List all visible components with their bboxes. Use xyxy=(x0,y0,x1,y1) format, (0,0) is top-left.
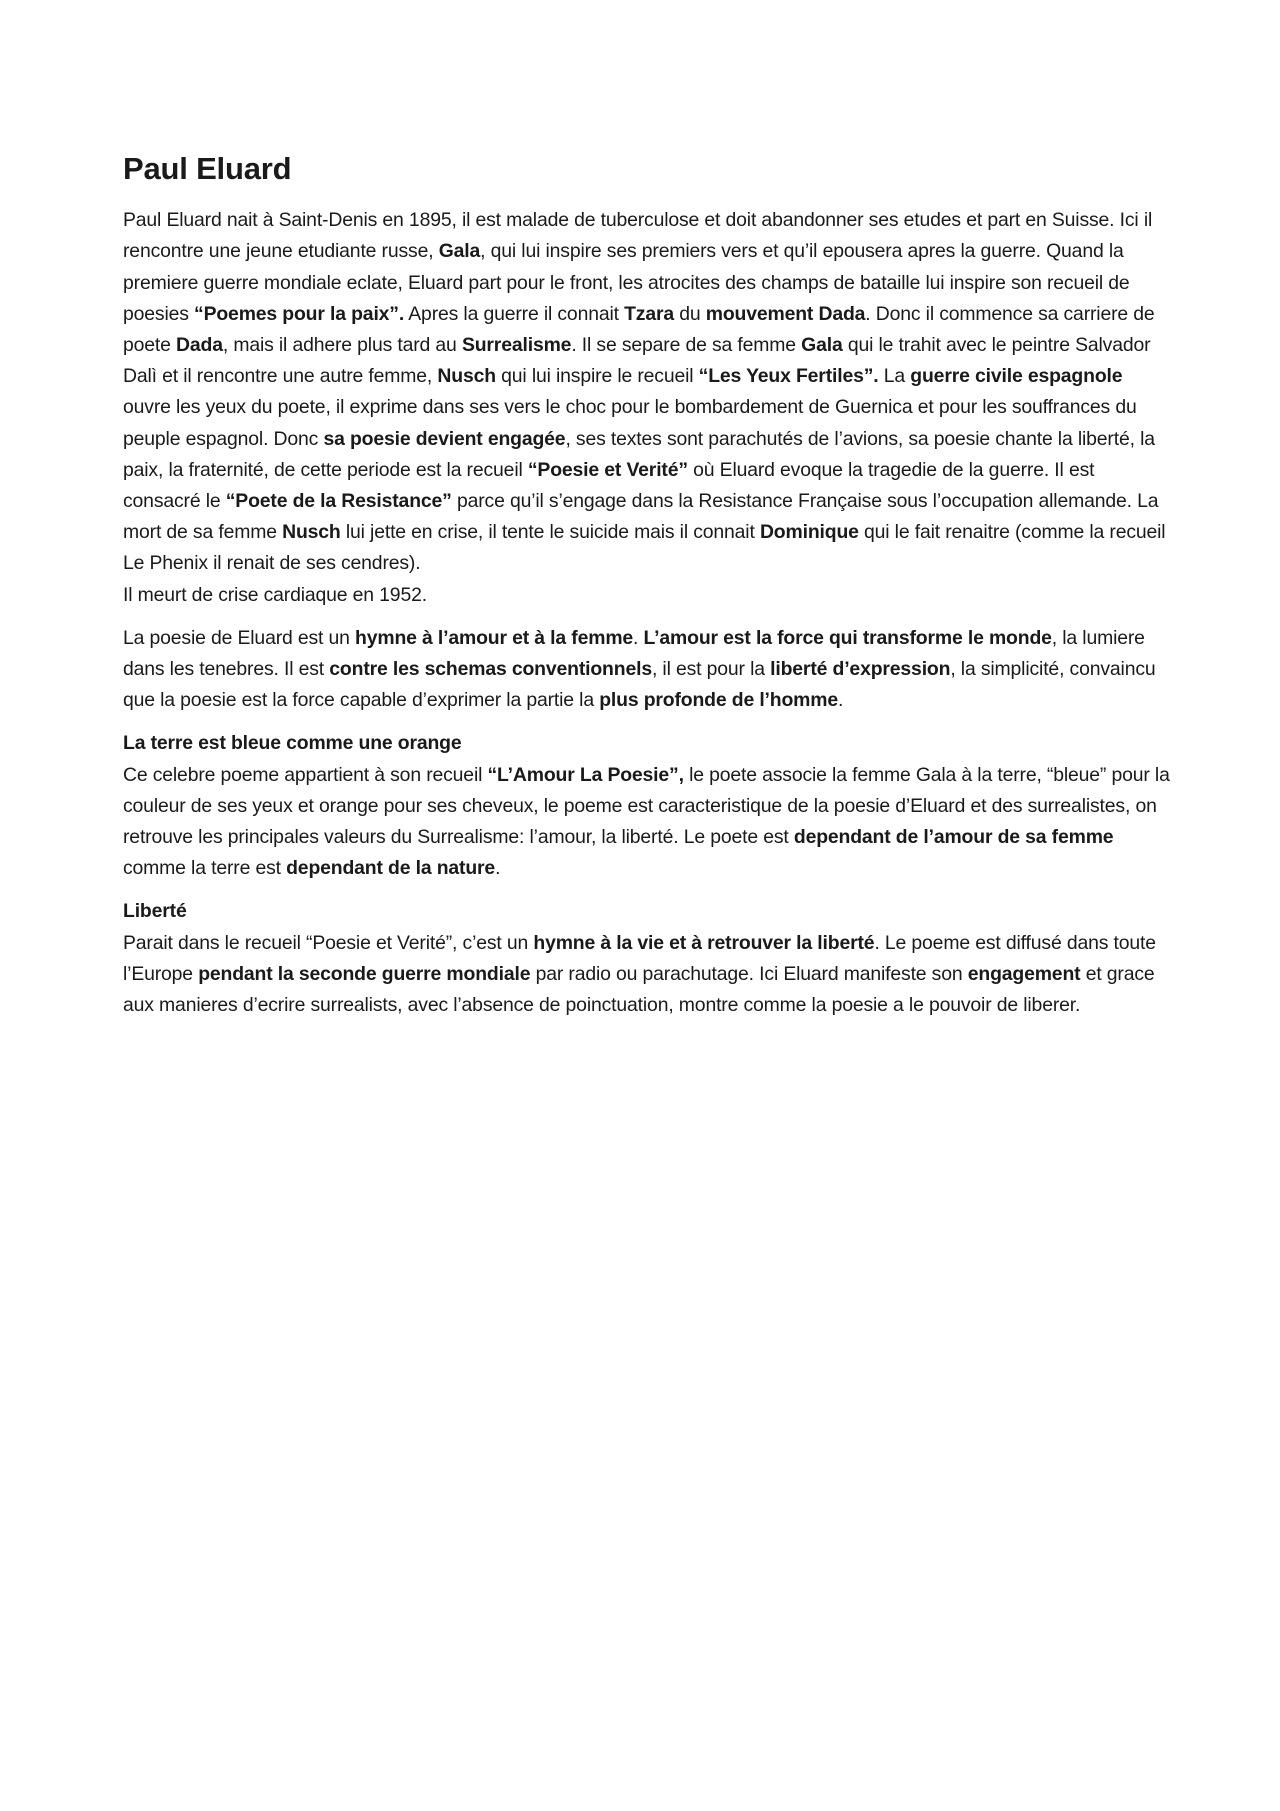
bold-text: Dada xyxy=(176,334,223,356)
text-run: . xyxy=(838,689,844,712)
text-run: Il meurt de crise cardiaque en 1952. xyxy=(123,583,427,606)
bold-text: hymne à la vie et à retrouver la liberté xyxy=(533,931,875,954)
bold-text: hymne à l’amour et à la femme xyxy=(355,626,634,649)
bold-text: “Poesie et Verité” xyxy=(527,458,688,481)
bold-text: Nusch xyxy=(282,521,341,544)
text-run: du xyxy=(674,302,706,325)
document-title: Paul Eluard xyxy=(123,151,292,186)
section-title: Liberté xyxy=(123,900,187,923)
text-run: comme la terre est xyxy=(123,857,287,880)
bold-text: L’amour est la force qui transforme le monde xyxy=(643,626,1052,649)
text-run: , qui lui inspire ses premiers vers et qu’il epousera apres la guerre. Quand la premiere guerre mondiale eclate, Eluard part pour le front, les atrocites des champs de bataille lui inspire son recueil de poesies xyxy=(123,240,1130,325)
paragraph xyxy=(123,205,1173,611)
bold-text: dependant de la nature xyxy=(286,857,496,880)
bold-text: mouvement Dada xyxy=(705,302,866,325)
text-run: . Le poeme est diffusé dans toute l’Europe xyxy=(123,931,1156,985)
paragraph xyxy=(123,623,1173,717)
text-run: , la simplicité, convaincu que la poesie est la force capable d’exprimer la partie la xyxy=(123,658,1156,712)
text-run: et grace aux manieres d’ecrire surrealists, avec l’absence de poinctuation, montre comme la poesie a le pouvoir de liberer. xyxy=(123,962,1155,1017)
text-run: . Il se separe de sa femme xyxy=(571,334,802,356)
bold-text: Surrealisme xyxy=(461,334,572,356)
paragraph xyxy=(123,896,1173,1021)
section-title: La terre est bleue comme une orange xyxy=(123,732,462,755)
bold-text: engagement xyxy=(967,962,1081,985)
text-run: . xyxy=(633,626,644,649)
text-run: , mais il adhere plus tard au xyxy=(222,334,462,356)
bold-text: guerre civile espagnole xyxy=(910,365,1123,388)
text-run: ouvre les yeux du poete, il exprime dans ses vers le choc pour le bombardement de Guernica et pour les souffrances du peuple espagnol. Donc xyxy=(123,396,1137,450)
text-run: La poesie de Eluard est un xyxy=(123,626,356,649)
text-run: qui le fait renaitre (comme la recueil Le Phenix il renait de ses cendres). xyxy=(123,521,1166,575)
text-run: le poete associe la femme Gala à la terre, “bleue” pour la couleur de ses yeux et orange pour ses cheveux, le poeme est caracteristique de la poesie d’Eluard et des surrealistes, on retrouve les principales valeurs du Surrealisme: l’amour, la liberté. Le poete est xyxy=(123,763,1170,849)
bold-text: Gala xyxy=(438,240,481,263)
document-page xyxy=(123,150,1173,1033)
text-run: Paul Eluard nait à Saint-Denis en 1895, il est malade de tuberculose et doit abandonner ses etudes et part en Suisse. Ici il rencontre une jeune etudiante russe, xyxy=(123,209,1153,263)
text-run: parce qu’il s’engage dans la Resistance Française sous l’occupation allemande. La mort de sa femme xyxy=(123,490,1159,544)
bold-text: Dominique xyxy=(759,521,859,544)
bold-text: Tzara xyxy=(624,302,675,325)
text-run: , la lumiere dans les tenebres. Il est xyxy=(123,626,1145,681)
text-run: . xyxy=(495,857,501,880)
text-run: où Eluard evoque la tragedie de la guerre. Il est consacré le xyxy=(123,458,1095,513)
paragraph xyxy=(123,728,1173,884)
text-run: qui lui inspire le recueil xyxy=(495,365,699,388)
text-run: qui le trahit avec le peintre Salvador Dalì et il rencontre une autre femme, xyxy=(123,334,1151,388)
bold-text: “Poemes pour la paix”. xyxy=(194,302,405,325)
text-run: Apres la guerre il connait xyxy=(404,302,625,325)
bold-text: Gala xyxy=(801,334,843,356)
text-run: , il est pour la xyxy=(651,658,771,681)
bold-text: “Les Yeux Fertiles”. xyxy=(698,365,879,388)
bold-text: liberté d’expression xyxy=(770,658,951,681)
text-run: . Donc il commence sa carriere de poete xyxy=(123,302,1155,356)
bold-text: contre les schemas conventionnels xyxy=(329,658,652,681)
text-run: par radio ou parachutage. Ici Eluard manifeste son xyxy=(530,962,968,985)
bold-text: “Poete de la Resistance” xyxy=(225,490,452,513)
text-run: Ce celebre poeme appartient à son recueil xyxy=(123,763,488,786)
bold-text: Nusch xyxy=(437,365,496,388)
text-run: , ses textes sont parachutés de l’avions, sa poesie chante la liberté, la paix, la fraternité, de cette periode est la recueil xyxy=(123,427,1155,481)
bold-text: sa poesie devient engagée xyxy=(323,427,566,450)
bold-text: plus profonde de l’homme xyxy=(599,689,838,712)
text-run: Parait dans le recueil “Poesie et Verité”, c’est un xyxy=(123,931,534,954)
bold-text: “L’Amour La Poesie”, xyxy=(487,763,684,786)
bold-text: pendant la seconde guerre mondiale xyxy=(198,962,531,985)
text-run: lui jette en crise, il tente le suicide mais il connait xyxy=(340,521,760,544)
bold-text: dependant de l’amour de sa femme xyxy=(793,826,1114,849)
document-body xyxy=(123,205,1173,1021)
text-run: La xyxy=(878,365,911,388)
